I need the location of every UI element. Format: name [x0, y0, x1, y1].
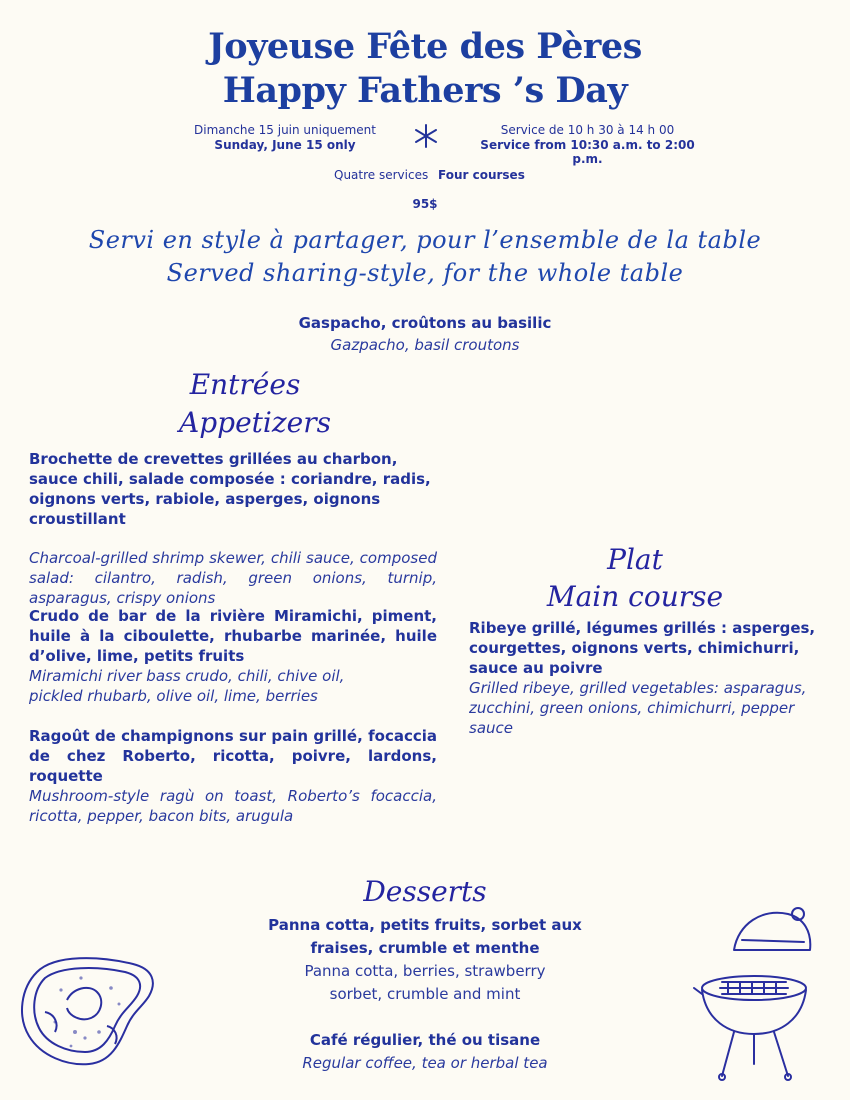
main-item: [469, 618, 821, 738]
dessert-fr-line-1: Panna cotta, petits fruits, sorbet aux: [268, 916, 582, 934]
desserts-heading: Desserts: [363, 875, 487, 908]
title-en: Happy Fathers ’s Day: [222, 70, 628, 111]
appetizer-item-2: [29, 606, 437, 706]
appetizer-2-fr: Crudo de bar de la rivière Miramichi, piment, huile à la ciboulette, rhubarbe marinée, huile d’olive, lime, petits fruits: [29, 607, 437, 665]
tagline-fr: Servi en style à partager, pour l’ensemble de la table: [88, 226, 762, 254]
title-fr: Joyeuse Fête des Pères: [208, 26, 642, 67]
appetizer-item-1: [29, 449, 437, 608]
tagline-en: Served sharing-style, for the whole table: [166, 259, 684, 287]
appetizer-1-fr: Brochette de crevettes grillées au charbon, sauce chili, salade composée : coriandre, radis, oignons verts, rabiole, asperges, oignons croustillant: [29, 450, 431, 528]
appetizer-item-3: [29, 726, 437, 826]
courses-en: Four courses: [438, 168, 525, 182]
price: 95$: [412, 197, 438, 211]
main-fr: Ribeye grillé, légumes grillés : asperges, courgettes, oignons verts, chimichurri, sauce au poivre: [469, 619, 816, 677]
starter-en: Gazpacho, basil croutons: [330, 336, 520, 354]
main-en: Grilled ribeye, grilled vegetables: asparagus, zucchini, green onions, chimichurri, pepper sauce: [469, 679, 807, 737]
appetizers-heading-fr: Entrées: [189, 368, 301, 401]
starter-fr: Gaspacho, croûtons au basilic: [298, 314, 552, 332]
appetizer-3-en: Mushroom-style ragù on toast, Roberto’s focaccia, ricotta, pepper, bacon bits, arugula: [29, 787, 437, 825]
service-en: Service from 10:30 a.m. to 2:00 p.m.: [480, 138, 695, 166]
steak-illustration: [15, 952, 160, 1072]
service-fr: Service de 10 h 30 à 14 h 00: [500, 123, 675, 137]
dessert-fr-line-2: fraises, crumble et menthe: [310, 939, 540, 957]
appetizer-2-en: Miramichi river bass crudo, chili, chive oil, pickled rhubarb, olive oil, lime, berries: [29, 667, 345, 705]
main-heading-fr: Plat: [607, 543, 663, 576]
date-fr: Dimanche 15 juin uniquement: [194, 123, 376, 137]
coffee-en: Regular coffee, tea or herbal tea: [302, 1054, 548, 1072]
grill-illustration: [692, 902, 817, 1082]
appetizer-3-fr: Ragoût de champignons sur pain grillé, focaccia de chez Roberto, ricotta, poivre, lardons, roquette: [29, 727, 437, 785]
dessert-en-line-1: Panna cotta, berries, strawberry: [304, 962, 546, 980]
appetizers-heading-en: Appetizers: [179, 406, 331, 439]
star-icon: [414, 124, 438, 148]
coffee-fr: Café régulier, thé ou tisane: [309, 1031, 541, 1049]
main-heading-en: Main course: [546, 580, 724, 613]
dessert-en-line-2: sorbet, crumble and mint: [329, 985, 521, 1003]
appetizer-1-en: Charcoal-grilled shrimp skewer, chili sauce, composed salad: cilantro, radish, green onions, turnip, asparagus, crispy onions: [29, 549, 437, 607]
courses-fr: Quatre services: [334, 168, 429, 182]
date-en: Sunday, June 15 only: [214, 138, 356, 152]
